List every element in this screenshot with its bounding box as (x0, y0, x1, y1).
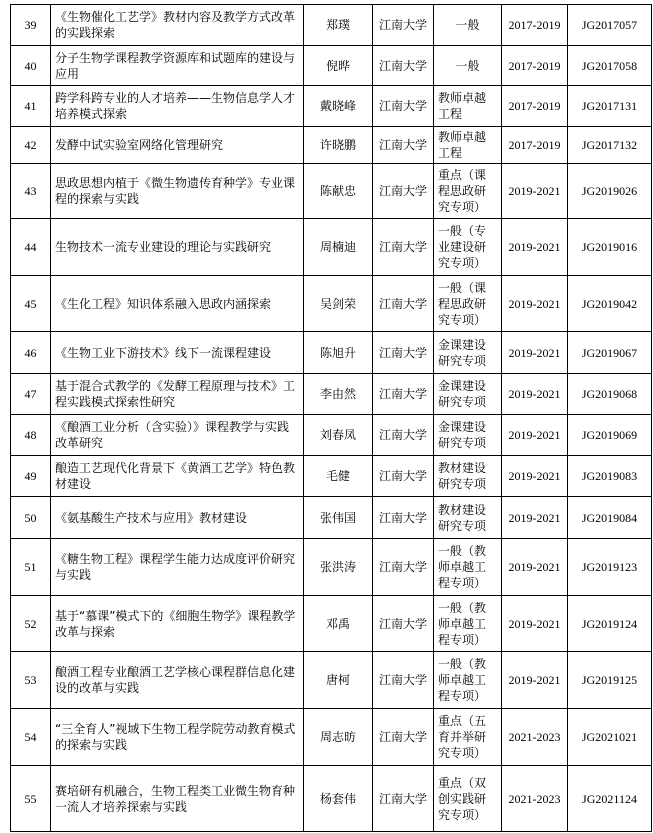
row-number: 44 (11, 219, 51, 276)
project-period: 2019-2021 (502, 276, 568, 332)
project-title: “三全育人”视域下生物工程学院劳动教育模式的探索与实践 (51, 709, 304, 766)
table-row (11, 415, 652, 456)
project-code: JG2017131 (568, 86, 652, 127)
project-code: JG2017132 (568, 127, 652, 164)
project-leader: 邓禹 (304, 596, 373, 652)
project-title: 《糖生物工程》课程学生能力达成度评价研究与实践 (51, 539, 304, 596)
project-unit: 江南大学 (373, 46, 434, 86)
project-code: JG2021021 (568, 709, 652, 766)
project-code: JG2019124 (568, 596, 652, 652)
project-type: 金课建设研究专项 (434, 415, 502, 456)
project-code: JG2019068 (568, 374, 652, 415)
row-number: 46 (11, 332, 51, 374)
project-leader: 戴晓峰 (304, 86, 373, 127)
project-type: 重点（五育并举研究专项） (434, 709, 502, 766)
project-title: 生物技术一流专业建设的理论与实践研究 (51, 219, 304, 276)
project-code: JG2019016 (568, 219, 652, 276)
table-row (11, 127, 652, 164)
project-code: JG2017057 (568, 5, 652, 46)
table-row (11, 164, 652, 219)
project-leader: 杨套伟 (304, 766, 373, 832)
project-leader: 陈旭升 (304, 332, 373, 374)
row-number: 42 (11, 127, 51, 164)
table-row (11, 86, 652, 127)
project-type: 重点（双创实践研究专项） (434, 766, 502, 832)
project-code: JG2019067 (568, 332, 652, 374)
project-unit: 江南大学 (373, 86, 434, 127)
row-number: 39 (11, 5, 51, 46)
project-period: 2021-2023 (502, 709, 568, 766)
project-leader: 毛健 (304, 456, 373, 497)
project-leader: 许晓鹏 (304, 127, 373, 164)
project-title: 《氨基酸生产技术与应用》教材建设 (51, 497, 304, 539)
table-row (11, 276, 652, 332)
project-type: 一般 (434, 46, 502, 86)
project-code: JG2021124 (568, 766, 652, 832)
project-code: JG2019083 (568, 456, 652, 497)
project-type: 教师卓越工程 (434, 127, 502, 164)
table-row (11, 596, 652, 652)
project-leader: 李由然 (304, 374, 373, 415)
project-unit: 江南大学 (373, 164, 434, 219)
project-leader: 张伟国 (304, 497, 373, 539)
row-number: 41 (11, 86, 51, 127)
project-title: 酿造工艺现代化背景下《黄酒工艺学》特色教材建设 (51, 456, 304, 497)
project-unit: 江南大学 (373, 456, 434, 497)
table-row (11, 539, 652, 596)
project-type: 一般（教师卓越工程专项） (434, 539, 502, 596)
row-number: 55 (11, 766, 51, 832)
table-row (11, 497, 652, 539)
project-leader: 周楠迪 (304, 219, 373, 276)
table-row (11, 332, 652, 374)
project-type: 一般（教师卓越工程专项） (434, 596, 502, 652)
project-period: 2019-2021 (502, 415, 568, 456)
project-unit: 江南大学 (373, 332, 434, 374)
project-period: 2019-2021 (502, 539, 568, 596)
project-leader: 唐柯 (304, 652, 373, 709)
project-type: 重点（课程思政研究专项） (434, 164, 502, 219)
project-code: JG2017058 (568, 46, 652, 86)
project-unit: 江南大学 (373, 127, 434, 164)
project-period: 2019-2021 (502, 456, 568, 497)
project-code: JG2019069 (568, 415, 652, 456)
project-leader: 陈献忠 (304, 164, 373, 219)
project-type: 教师卓越工程 (434, 86, 502, 127)
project-period: 2021-2023 (502, 766, 568, 832)
project-title: 思政思想内植于《微生物遗传育种学》专业课程的探索与实践 (51, 164, 304, 219)
project-type: 金课建设研究专项 (434, 374, 502, 415)
row-number: 52 (11, 596, 51, 652)
row-number: 40 (11, 46, 51, 86)
table-row (11, 219, 652, 276)
table-row (11, 5, 652, 46)
table-row (11, 46, 652, 86)
project-leader: 吴剑荣 (304, 276, 373, 332)
project-period: 2019-2021 (502, 332, 568, 374)
project-unit: 江南大学 (373, 709, 434, 766)
row-number: 47 (11, 374, 51, 415)
project-unit: 江南大学 (373, 596, 434, 652)
project-title: 《生化工程》知识体系融入思政内涵探索 (51, 276, 304, 332)
projects-table (10, 4, 652, 832)
project-title: 赛培研有机融合，生物工程类工业微生物育种一流人才培养探索与实践 (51, 766, 304, 832)
project-code: JG2019042 (568, 276, 652, 332)
project-leader: 周志昉 (304, 709, 373, 766)
row-number: 49 (11, 456, 51, 497)
project-unit: 江南大学 (373, 766, 434, 832)
projects-table-body (11, 5, 652, 832)
project-code: JG2019026 (568, 164, 652, 219)
row-number: 54 (11, 709, 51, 766)
table-row (11, 652, 652, 709)
project-period: 2017-2019 (502, 86, 568, 127)
project-title: 酿酒工程专业酿酒工艺学核心课程群信息化建设的改革与实践 (51, 652, 304, 709)
project-title: 《酿酒工业分析（含实验）》课程教学与实践改革研究 (51, 415, 304, 456)
project-leader: 郑璞 (304, 5, 373, 46)
project-type: 一般（课程思政研究专项） (434, 276, 502, 332)
project-type: 教材建设研究专项 (434, 497, 502, 539)
project-unit: 江南大学 (373, 5, 434, 46)
row-number: 45 (11, 276, 51, 332)
project-unit: 江南大学 (373, 652, 434, 709)
row-number: 48 (11, 415, 51, 456)
project-type: 金课建设研究专项 (434, 332, 502, 374)
project-title: 基于“慕课”模式下的《细胞生物学》课程教学改革与探索 (51, 596, 304, 652)
row-number: 43 (11, 164, 51, 219)
project-code: JG2019123 (568, 539, 652, 596)
project-code: JG2019084 (568, 497, 652, 539)
project-period: 2019-2021 (502, 219, 568, 276)
project-type: 一般 (434, 5, 502, 46)
project-code: JG2019125 (568, 652, 652, 709)
project-unit: 江南大学 (373, 497, 434, 539)
project-leader: 倪晔 (304, 46, 373, 86)
table-row (11, 709, 652, 766)
table-row (11, 766, 652, 832)
project-unit: 江南大学 (373, 219, 434, 276)
project-unit: 江南大学 (373, 539, 434, 596)
project-period: 2019-2021 (502, 596, 568, 652)
project-unit: 江南大学 (373, 276, 434, 332)
row-number: 51 (11, 539, 51, 596)
row-number: 50 (11, 497, 51, 539)
project-title: 《生物催化工艺学》教材内容及教学方式改革的实践探索 (51, 5, 304, 46)
project-period: 2017-2019 (502, 46, 568, 86)
project-period: 2019-2021 (502, 374, 568, 415)
table-row (11, 374, 652, 415)
row-number: 53 (11, 652, 51, 709)
project-leader: 张洪涛 (304, 539, 373, 596)
project-period: 2019-2021 (502, 497, 568, 539)
project-type: 教材建设研究专项 (434, 456, 502, 497)
project-leader: 刘春凤 (304, 415, 373, 456)
project-period: 2019-2021 (502, 652, 568, 709)
project-unit: 江南大学 (373, 374, 434, 415)
project-period: 2019-2021 (502, 164, 568, 219)
project-type: 一般（教师卓越工程专项） (434, 652, 502, 709)
project-title: 基于混合式教学的《发酵工程原理与技术》工程实践模式探索性研究 (51, 374, 304, 415)
project-unit: 江南大学 (373, 415, 434, 456)
project-title: 《生物工业下游技术》线下一流课程建设 (51, 332, 304, 374)
table-row (11, 456, 652, 497)
project-title: 分子生物学课程教学资源库和试题库的建设与应用 (51, 46, 304, 86)
project-period: 2017-2019 (502, 5, 568, 46)
project-title: 跨学科跨专业的人才培养——生物信息学人才培养模式探索 (51, 86, 304, 127)
project-title: 发酵中试实验室网络化管理研究 (51, 127, 304, 164)
project-type: 一般（专业建设研究专项） (434, 219, 502, 276)
project-period: 2017-2019 (502, 127, 568, 164)
